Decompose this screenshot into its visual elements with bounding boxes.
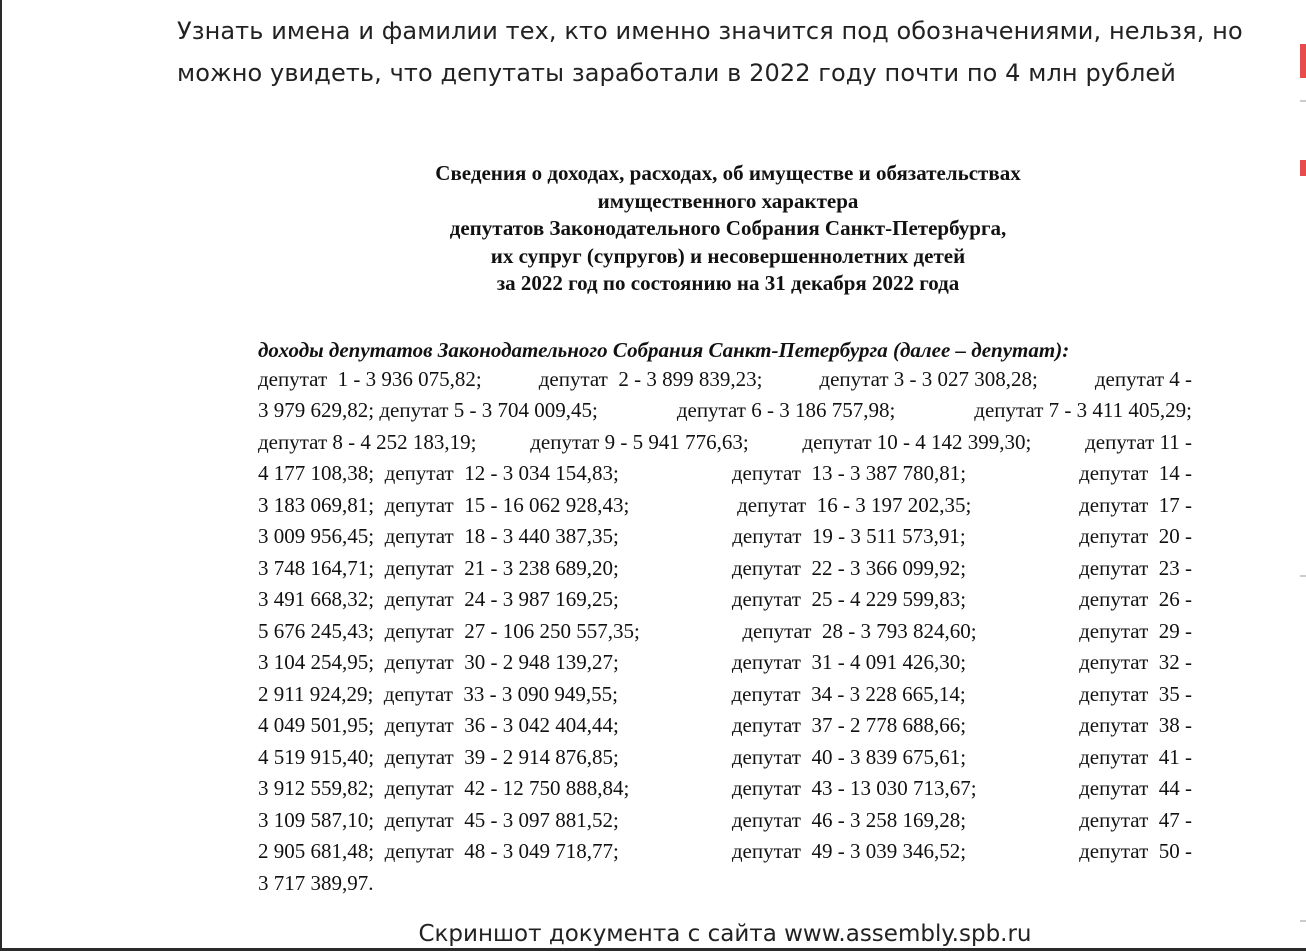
income-entry: депутат 20 -: [1079, 524, 1192, 548]
divider: [1300, 100, 1306, 102]
income-entry: депутат 1 - 3 936 075,82;: [258, 366, 482, 391]
income-entry: 3 104 254,95; депутат 30 - 2 948 139,27;: [258, 650, 619, 674]
income-entry: депутат 8 - 4 252 183,19;: [258, 429, 477, 454]
income-entry: депутат 16 - 3 197 202,35;: [737, 492, 972, 517]
income-entry: 4 519 915,40; депутат 39 - 2 914 876,85;: [258, 744, 619, 769]
income-entry: депутат 3 - 3 027 308,28;: [819, 366, 1038, 391]
income-entry: депутат 25 - 4 229 599,83;: [731, 587, 967, 611]
income-entry: 3 183 069,81; депутат 15 - 16 062 928,43;: [258, 492, 630, 517]
income-entry: депутат 35 -: [1079, 681, 1192, 706]
income-line: [258, 458, 1192, 490]
income-entry: депутат 23 -: [1079, 555, 1192, 580]
income-entry: депутат 4 -: [1094, 366, 1192, 391]
income-entry: депутат 19 - 3 511 573,91;: [732, 524, 966, 548]
income-entry: депутат 7 - 3 411 405,29;: [974, 398, 1192, 422]
intro-line-2: можно увидеть, что депутаты заработали в 2022 году почти по 4 млн рублей: [177, 59, 1176, 87]
income-entry: депутат 29 -: [1079, 618, 1192, 643]
income-entry: 2 911 924,29; депутат 33 - 3 090 949,55;: [258, 681, 619, 706]
income-entry: депутат 14 -: [1079, 461, 1192, 485]
income-line: [258, 679, 1192, 711]
income-entry: 5 676 245,43; депутат 27 - 106 250 557,35;: [258, 618, 640, 643]
income-entry: депутат 47 -: [1079, 807, 1192, 832]
income-line: [258, 521, 1192, 553]
income-entry: депутат 13 - 3 387 780,81;: [731, 461, 967, 485]
income-entry: депутат 44 -: [1079, 776, 1192, 800]
income-entry: депутат 22 - 3 366 099,92;: [731, 555, 967, 580]
income-entry: депутат 41 -: [1079, 744, 1192, 769]
income-line: [258, 427, 1192, 459]
income-entry: депутат 32 -: [1079, 650, 1192, 674]
title-line: депутатов Законодательного Собрания Санкт-Петербурга,: [449, 216, 1007, 240]
income-entry: депутат 46 - 3 258 169,28;: [731, 807, 967, 832]
income-line: [258, 773, 1192, 805]
title-line: их супруг (супругов) и несовершеннолетних детей: [490, 243, 966, 268]
income-line: [258, 805, 1192, 837]
income-entry: 3 912 559,82; депутат 42 - 12 750 888,84;: [258, 776, 630, 800]
income-entry: 3 748 164,71; депутат 21 - 3 238 689,20;: [258, 555, 619, 580]
income-line: [258, 584, 1192, 616]
income-line: [258, 710, 1192, 742]
income-entry: депутат 11 -: [1085, 429, 1192, 454]
frame-left-border: [0, 0, 2, 951]
income-entry: 3 009 956,45; депутат 18 - 3 440 387,35;: [258, 524, 619, 548]
income-entry: 3 109 587,10; депутат 45 - 3 097 881,52;: [258, 807, 619, 832]
divider: [1300, 575, 1306, 577]
income-entry: депутат 9 - 5 941 776,63;: [530, 429, 749, 454]
right-sidebar-clipped: [1296, 0, 1306, 951]
image-caption: Скриншот документа с сайта www.assembly.spb.ru: [418, 921, 1032, 947]
title-line: за 2022 год по состоянию на 31 декабря 2022 года: [496, 271, 960, 295]
income-line: [258, 490, 1192, 522]
income-entry: депутат 6 - 3 186 757,98;: [676, 398, 896, 422]
income-entry: депутат 49 - 3 039 346,52;: [731, 839, 967, 863]
income-line: [258, 364, 1192, 396]
document-title: [258, 160, 1198, 298]
income-entry: депутат 28 - 3 793 824,60;: [742, 618, 977, 643]
income-line: [258, 616, 1192, 648]
income-entry: 3 491 668,32; депутат 24 - 3 987 169,25;: [258, 587, 619, 611]
income-entry: депутат 10 - 4 142 399,30;: [802, 429, 1032, 454]
title-line: имущественного характера: [597, 188, 859, 213]
income-line: [258, 836, 1192, 868]
income-entry: депутат 34 - 3 228 665,14;: [731, 681, 966, 706]
income-entry: 3 979 629,82; депутат 5 - 3 704 009,45;: [258, 398, 598, 422]
income-line: [258, 553, 1192, 585]
income-entry: 4 177 108,38; депутат 12 - 3 034 154,83;: [258, 461, 619, 485]
income-entry: депутат 26 -: [1079, 587, 1192, 611]
red-accent-block: [1300, 44, 1306, 78]
intro-line-1: Узнать имена и фамилии тех, кто именно значится под обозначениями, нельзя, но: [177, 17, 1243, 45]
income-entry: депутат 43 - 13 030 713,67;: [731, 776, 977, 800]
income-entry: депутат 50 -: [1079, 839, 1192, 863]
income-line: [258, 742, 1192, 774]
income-entry: депутат 31 - 4 091 426,30;: [731, 650, 967, 674]
income-entry: депутат 17 -: [1079, 492, 1192, 517]
document-subheading: доходы депутатов Законодательного Собрания Санкт-Петербурга (далее – депутат):: [258, 337, 1070, 362]
title-line: Сведения о доходах, расходах, об имуществе и обязательствах: [435, 161, 1021, 185]
income-tail: 3 717 389,97.: [258, 870, 374, 895]
document-screenshot: [258, 160, 1198, 899]
article-intro: [177, 10, 1267, 94]
income-entry: депутат 2 - 3 899 839,23;: [538, 366, 763, 391]
income-entry: 4 049 501,95; депутат 36 - 3 042 404,44;: [258, 713, 619, 737]
red-accent-glyph: [1300, 160, 1306, 176]
income-entry: депутат 37 - 2 778 688,66;: [731, 713, 967, 737]
income-entry: 2 905 681,48; депутат 48 - 3 049 718,77;: [258, 839, 619, 863]
income-line: [258, 395, 1192, 427]
income-entry: депутат 40 - 3 839 675,61;: [731, 744, 967, 769]
income-entry: депутат 38 -: [1079, 713, 1192, 737]
income-line: [258, 647, 1192, 679]
income-list: [258, 364, 1198, 868]
